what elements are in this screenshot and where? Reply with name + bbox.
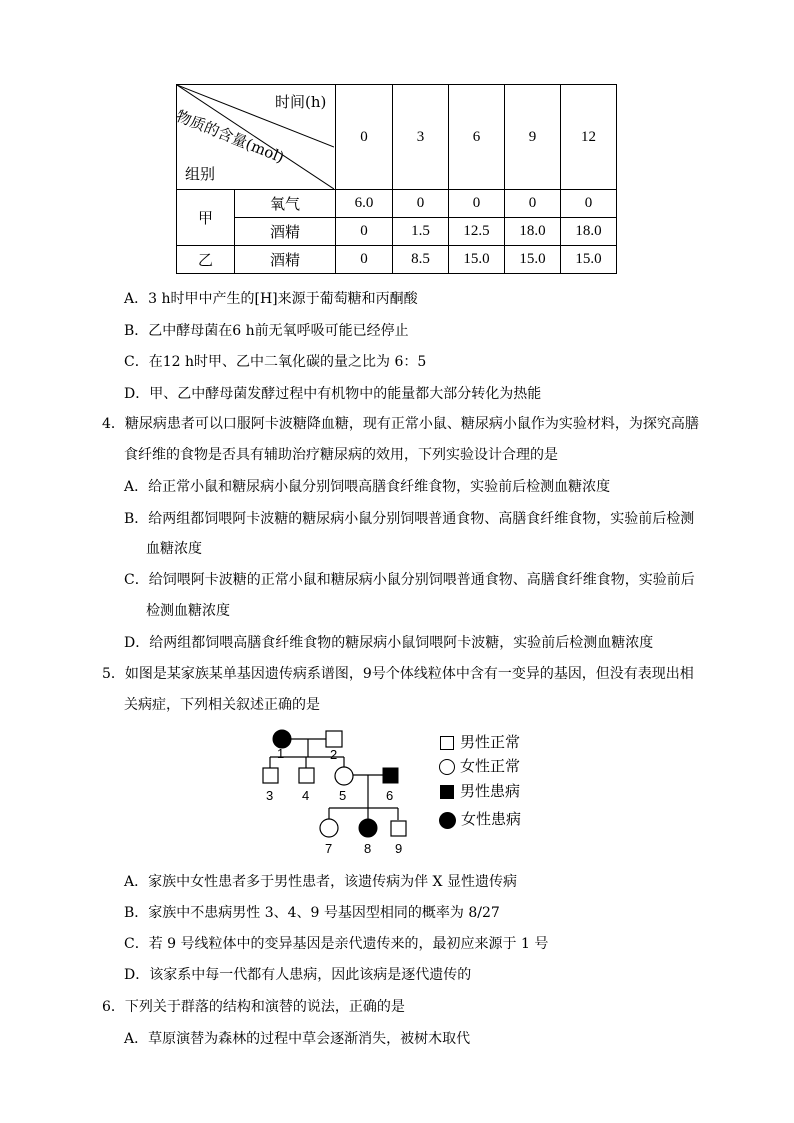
q5-stem-1: 5．如图是某家族某单基因遗传病系谱图，9号个体线粒体中含有一变异的基因，但没有表现出相 [102,666,694,682]
q4-option-b-line2: 血糖浓度 [146,541,202,557]
pedigree-label: 9 [395,841,403,856]
q6-option-a: A．草原演替为森林的过程中草会逐渐消失，被树木取代 [124,1031,471,1047]
value-cell: 18.0 [505,218,561,246]
value-cell: 6.0 [336,190,393,218]
value-cell: 0 [336,246,393,274]
substance-cell: 氧气 [235,190,336,218]
pedigree-label: 3 [266,788,274,803]
individual-7-normal-female [320,819,338,837]
individual-6-affected-male [383,768,398,783]
col-header: 6 [449,85,505,190]
pedigree-label: 4 [302,788,310,803]
pedigree-chart [250,722,440,857]
individual-5-normal-female [335,767,353,785]
header-content: 物质的含量(mol) [173,106,287,167]
value-cell: 0 [393,190,449,218]
pedigree-label: 6 [386,788,394,803]
q4-option-a: A．给正常小鼠和糖尿病小鼠分别饲喂高膳食纤维食物，实验前后检测血糖浓度 [124,479,611,495]
q3-option-c: C．在12 h时甲、乙中二氧化碳的量之比为 6：5 [124,354,427,370]
q4-option-c-line1: C．给饲喂阿卡波糖的正常小鼠和糖尿病小鼠分别饲喂普通食物、高膳食纤维食物，实验前后 [124,572,695,588]
q3-option-a: A．3 h时甲中产生的[H]来源于葡萄糖和丙酮酸 [124,291,418,307]
individual-3-normal-male [263,768,278,783]
individual-8-affected-female [359,819,377,837]
pedigree-label: 8 [364,841,372,856]
q3-option-d: D．甲、乙中酵母菌发酵过程中有机物中的能量都大部分转化为热能 [124,386,542,402]
substance-cell: 酒精 [235,246,336,274]
header-group: 组别 [185,165,216,183]
q4-option-b-line1: B．给两组都饲喂阿卡波糖的糖尿病小鼠分别饲喂普通食物、高膳食纤维食物，实验前后检测 [124,511,695,527]
col-header: 12 [561,85,617,190]
legend-normal-female: 女性正常 [440,755,520,776]
col-header: 9 [505,85,561,190]
pedigree-label: 5 [339,788,347,803]
pedigree-label: 1 [277,746,285,761]
q5-stem-2: 关病症，下列相关叙述正确的是 [124,697,320,713]
data-table [173,84,617,274]
q4-stem-1: 4．糖尿病患者可以口服阿卡波糖降血糖，现有正常小鼠、糖尿病小鼠作为实验材料，为探究高膳 [102,416,699,432]
q6-stem: 6．下列关于群落的结构和演替的说法，正确的是 [102,999,405,1015]
value-cell: 12.5 [449,218,505,246]
q5-option-d: D．该家系中每一代都有人患病，因此该病是逐代遗传的 [124,967,472,983]
value-cell: 0 [505,190,561,218]
square-icon [440,736,454,750]
header-time: 时间(h) [275,93,327,111]
q4-option-d: D．给两组都饲喂高膳食纤维食物的糖尿病小鼠饲喂阿卡波糖，实验前后检测血糖浓度 [124,635,654,651]
q4-option-c-line2: 检测血糖浓度 [146,603,230,619]
legend-normal-male: 男性正常 [440,731,520,752]
value-cell: 18.0 [561,218,617,246]
value-cell: 0 [449,190,505,218]
individual-2-normal-male [326,731,342,747]
value-cell: 15.0 [449,246,505,274]
value-cell: 15.0 [505,246,561,274]
filled-circle-icon [439,812,456,829]
q4-stem-2: 食纤维的食物是否具有辅助治疗糖尿病的效用，下列实验设计合理的是 [124,447,558,463]
pedigree-label: 2 [330,747,338,762]
value-cell: 15.0 [561,246,617,274]
table-row [177,246,617,274]
col-header: 3 [393,85,449,190]
group-cell: 甲 [177,190,235,246]
q3-option-b: B．乙中酵母菌在6 h前无氧呼吸可能已经停止 [124,323,409,339]
table-diagonal-header [173,85,336,190]
value-cell: 0 [336,218,393,246]
group-cell: 乙 [177,246,235,274]
q5-option-b: B．家族中不患病男性 3、4、9 号基因型相同的概率为 8/27 [124,905,500,921]
individual-4-normal-male [299,768,314,783]
value-cell: 0 [561,190,617,218]
value-cell: 8.5 [393,246,449,274]
table-row [177,190,617,218]
filled-square-icon [440,785,454,799]
circle-icon [439,759,455,775]
q5-option-a: A．家族中女性患者多于男性患者，该遗传病为伴 X 显性遗传病 [124,874,517,890]
q5-option-c: C．若 9 号线粒体中的变异基因是亲代遗传来的，最初应来源于 1 号 [124,936,549,952]
legend-affected-female: 女性患病 [440,808,521,829]
substance-cell: 酒精 [235,218,336,246]
col-header: 0 [336,85,393,190]
individual-9-normal-male [391,821,406,836]
table-row [177,218,617,246]
pedigree-label: 7 [325,841,333,856]
legend-affected-male: 男性患病 [440,780,520,801]
value-cell: 1.5 [393,218,449,246]
